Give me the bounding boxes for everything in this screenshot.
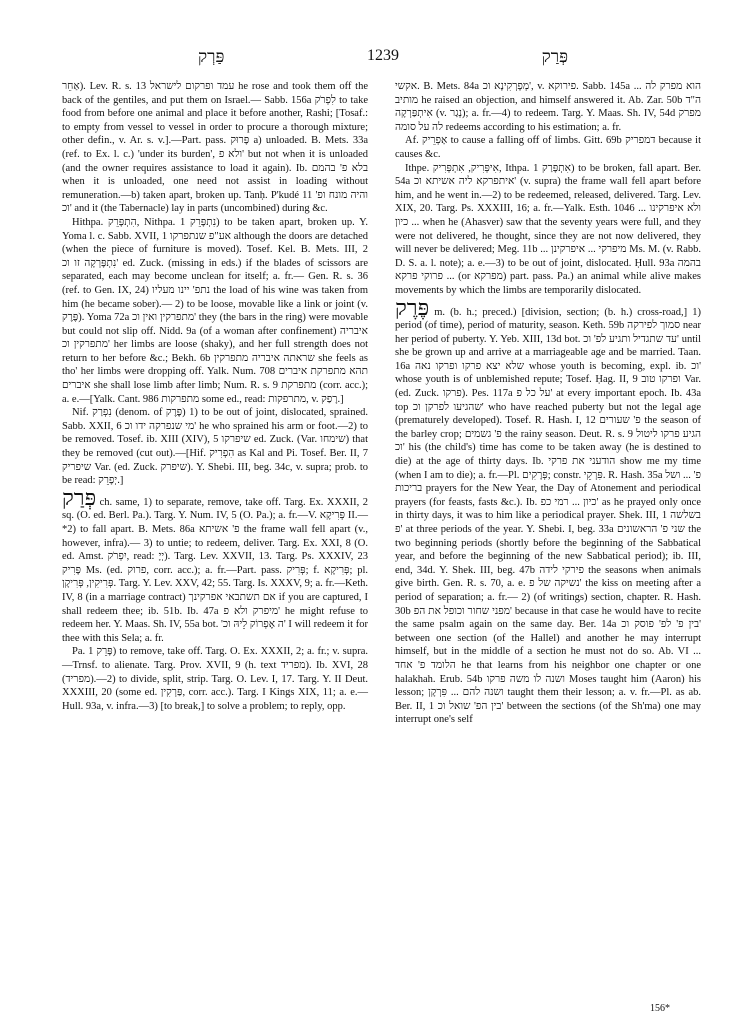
dictionary-entry: [62, 484, 369, 646]
dictionary-paragraph: אקשי. B. Mets. 84a מְפָרְקִינָא וכ', v. פירוקא. Sabb. 145a הוא מפרק לה ... מותיב he raised an objection, and himself answered it. Ab. Zar. 50b ה"ד אִיתְפַּרְקָה (v. נְגַר); a. fr.—4) to redeem. Targ. Y. Maas. Sh. IV, 54d מפרק לה על סומה redeems according to his estimation; a. fr.: [395, 81, 701, 133]
page-number: 1239: [367, 47, 399, 64]
signature-mark: 156*: [650, 1003, 670, 1014]
entry-headword: פֶּרֶק: [395, 294, 430, 320]
dictionary-paragraph: Nif. נִפְרַק (denom. of פֶּרֶק) 1) to be out of joint, dislocated, sprained. Sabb. XXII, 6 מי שנפרקה ידו וכ' he who sprained his arm or foot.—2) to be removed. Tosef. ib. XIII (XIV), 5 שיפרקו ed. Zuck. (Var. שימחו) that they be removed (cut out).—[Hif. הִפְרִיק as Kal and Pi. Tosef. Ber. II, 7 שיפריק Var. (ed. Zuck. שיפרק). Y. Shebi. III, beg. 34c, v. supra; prob. to be read: יְפָרֵק.]: [62, 407, 369, 487]
page-header: [58, 47, 708, 71]
dictionary-paragraph: Hithpa. הִתְפָּרֵק, Nithpa. נִתְפָּרֵק 1) to be taken apart, broken up. Y. Yoma l. c. Sabb. XVII, 1 אע"פ שנתפרקו although the doors are detached (when the piece of furniture is moved). Tosef. Kel. B. Mets. III, 2 נִתְפָּרְקָה זו וכ' ed. Zuck. (missing in eds.) if the blades of scissors are separated, each may become unclean for itself; a. fr.— Gen. R. s. 36 (ref. to Gen. IX, 24) נתפ' יינו מעליו the load of his wine was taken from him (he became sober).— 2) to be loose, movable like a link or joint (v. פֶּרֶק). Yoma 72a מתפרקין ואין וכ' they (the bars in the ring) were movable but could not slip off. Nidd. 9a (of a woman after confinement) איבריה מתפרקין וכ' her limbs are loose (shaky), and her full strength does not return to her before &c.; Bekh. 6b שראתה איבריה מתפרקין she feels as tho' her limbs were dropping off. Yalk. Num. 708 תהא מתפרקת איברים איברים she shall lose limb after limb; Num. R. s. 9 מתפרקת (corr. acc.); a. e.—[Yalk. Cant. 986 מתפרקות some ed., read: מתרפקות, v. רָפַק.]: [62, 216, 369, 405]
entry-headword: פְּרַק: [62, 484, 97, 510]
entry-body: m. (b. h.; preced.) [division, section; (b. h.) cross-road,] 1) period (of time), period of maturity, season. Keth. 59b סמוך לפירקה near her period of puberty. Y. Yeb. XIII, 13d bot. עד שתגדיל ותגיע לפ' וכ' until she be grown up and arrive at a marriageable age and be married. Taan. 16a שלא יצא פרקו ופרקו נאה whose youth is becoming, expl. ib. וכ' whose youth is of unblemished repute; Tosef. Ḥag. II, 9 ופרקו טוב Var. (ed. Zuck. פרקו). Pes. 117a על כל פ' at every important epoch. Ib. 43a top שהגיעו לפרקן וכ' who have reached puberty but not the legal age (prematurely developed). Tosef. R. Hash. I, 12 פ' שעורים the season of the barley crop; פ' גשמים the rainy season. Deut. R. s. 9 הגיע פרקו ליטול וכ' his (the child's) time has come to be taken away (he is destined to die) at the age of thirty days. Ib. הודעני את פרקי show me my time (when I am to die); a. fr.—Pl. פְּרָקִים; constr. פִּרְקֵי. R. Hash. 35a פ' ... ושל בריכות prayers for the New Year, the Day of Atonement and periodical prayers (for feasts, fasts &c.). Ib. כיון ... רמי כפ' as he prayed only once in thirty days, it was to him like a periodical prayer. Shek. III, 1 בשלשה פ' at three periods of the year. Y. Shebi. I, beg. 33a שני פ' הראשונים the two beginning periods (shortly before the beginning of the Sabbatical year, and before the beginning of the new Sabbatical period); ib. III, end, 34d. Y. Shek. III, beg. 47b פירקי לידה the seasons when animals give birth. Gen. R. s. 70, a. e. נשיקה של פ' the kiss on meeting after a period of separation; a. fr.— 2) (of writings) section, chapter. R. Hash. 30b מפני שחור וכופל את הפ' because in that case he would have to recite the same psalm again on the same day. Ber. 14a בין פ' לפ' פוסק וכ' between one section (of the Hallel) and another he may interrupt himself, but in the middle of a section he must not do so. Ab. VI ... הלומד פ' אחד he that learns from his neighbor one chapter or one halakhah. Erub. 54b ושנה לו משה פרקו Moses taught him (Aaron) his lesson; ושנה להם ... פִּרְקָן taught them their lesson; a. v. fr.—Pl. as ab. Ber. II, 1 בין הפ' שואל וכ' between the sections (of the Sh'ma) one may interrupt one's self: [395, 306, 702, 726]
left-column: [62, 80, 368, 713]
dictionary-paragraph: Ithpe. אִיפְּרִיק, אִתְפְּרִיק, Ithpa. אִתְפָּרַק 1) to be broken, fall apart. Ber. 54a איתפרקא ליה אשיתא וכ' (v. supra) the frame wall fell apart before him, and he went in.—2) to be redeemed, released, delivered. Targ. Lev. XIX, 20. Targ. Ps. XXXIII, 16; a. fr.—Yalk. Esth. 1046 ... ולא איפרקינו כיון ... when he (Ahasver) saw that the seventy years were full, and they were not delivered, he thought, since they are not now delivered, they will never be delivered; Meg. 11b ... מיפרקי ... איפרקינן Ms. M. (v. Rabb. D. S. a. l. note); a. e.—3) to be out of joint, dislocated. Ḥull. 93a בהמה ... פרוקי פרקא (or מפרקא) part. pass. Pa.) an animal while alive makes movements by which the limbs are temporarily dislocated.: [395, 162, 702, 296]
right-column: [395, 80, 701, 727]
running-headword-right: פְּרַק: [541, 47, 568, 66]
dictionary-paragraph: Pa. פָּרֵק 1) to remove, take off. Targ. O. Ex. XXXII, 2; a. fr.; v. supra.—Trnsf. to alienate. Targ. Prov. XVII, 9 (h. text מפריד). Ib. XVI, 28 (מפריד).—2) to divide, split, strip. Targ. O. Lev. I, 17. Targ. Y. II Deut. XXXIII, 20 (some ed. פַּרְקִין, corr. acc.). Targ. I Kings XIX, 11; a. e.—Hull. 93a, v. infra.—3) [to break,] to solve a problem; to reply, opp.: [62, 646, 369, 712]
dictionary-paragraph: Af. אַפְרֵיק to cause a falling off of limbs. Gitt. 69b דמפריק because it causes &c.: [395, 135, 701, 160]
dictionary-paragraph: אַחֵר). Lev. R. s. 13 עמד ופרקום לישראל he rose and took them off the back of the gentiles, and put them on Israel.— Sabb. 156a לִפְרֹק to take food from before one animal and place it before another, Rashi; [Tosaf.: to empty from vessel to vessel in order to procure a thorough mixture; other defin., v. Ar. s. v.].—Part. pass. פָּרוּק a) unloaded. B. Mets. 33a (ref. to Ex. l. c.) 'under its burden', ולא פ' but not when it is unloaded (and the owner requires assistance to load it again). Ib. בלא פ' בהמם when it is unloaded, one need not assist in loading without remuneration.—b) taken apart, broken up. Tanḥ. P'kudé 11 והיה מונח ופ' וכ' and it (the Tabernacle) lay in parts (uncombined) during &c.: [62, 81, 369, 215]
running-headword-left: פַּרְק: [198, 47, 225, 66]
entry-body: ch. same, 1) to separate, remove, take off. Targ. Ex. XXXII, 2 sq. (O. ed. Berl. Pa.). Targ. Y. Num. IV, 5 (O. Pa.); a. fr.—V. פְּרִיקָא II.—*2) to fall apart. B. Mets. 86a פ' אשיתא the frame wall fell apart (v., however, infra).— 3) to untie; to redeem, deliver. Targ. Ex. XXI, 8 (O. ed. Amst. יִפְרֹק, read: יְיָ). Targ. Lev. XXVII, 13. Targ. Ps. XXXIV, 23 פָּרִיק Ms. (ed. פרוק, corr. acc.); a. fr.—Part. pass. פְּרִיק; f. פְּרִיקָא; pl. פְּרִיקִין, פְּרִיקָן. Targ. Y. Lev. XXV, 42; 55. Targ. Is. XXXV, 9; a. fr.—Keth. IV, 8 (in a marriage contract) אם תשתבאי אפרקינך if you are captured, I shall redeem thee; ib. 51b. Ib. 47a מיפרק ולא פ' he might refuse to redeem her. Y. Maas. Sh. IV, 55a bot. 'ה אֶפְרוֹק לֵיהּ וכ' I will redeem it for thee with this Sela; a. fr.: [62, 496, 369, 644]
dictionary-entry: [395, 294, 702, 727]
